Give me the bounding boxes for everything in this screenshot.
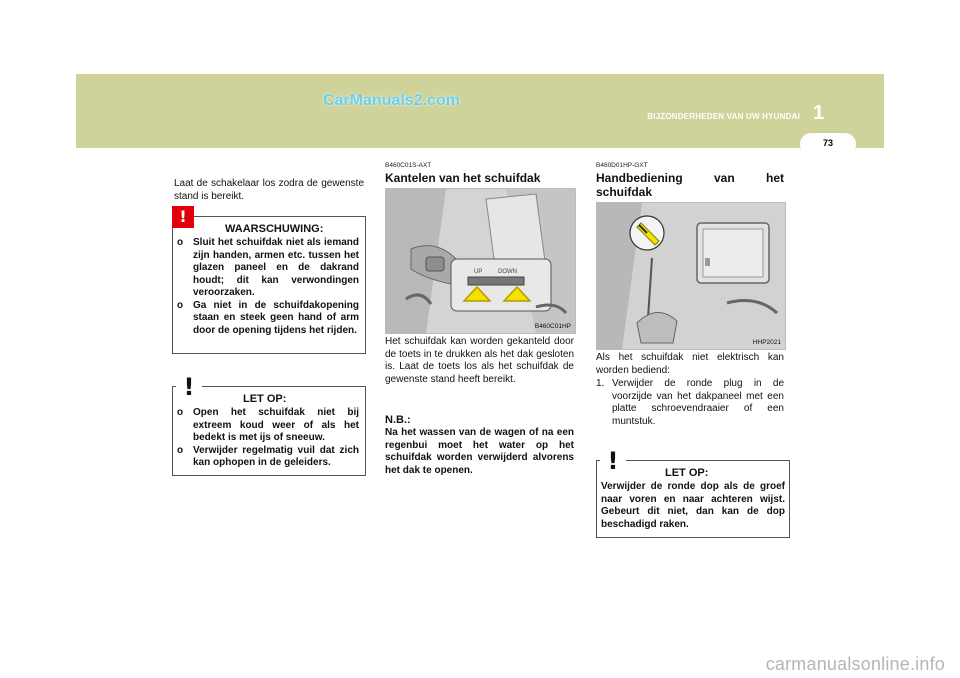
caution-title: LET OP:	[665, 467, 709, 479]
section-code: B460C01S-AXT	[385, 162, 432, 169]
tilt-section	[385, 162, 575, 185]
warning-box	[172, 207, 366, 354]
caution-box	[596, 447, 790, 538]
screwdriver-illustration	[597, 203, 785, 349]
warning-icon: !	[172, 206, 194, 228]
tilt-body-text: Het schuifdak kan worden gekanteld door de toets in te drukken als het dak gesloten is. Laat de toets los als het schuifdak de gewenste stand heeft bereikt.	[385, 336, 574, 385]
section-code: B460D01HP-GXT	[596, 162, 648, 169]
caution-box	[172, 373, 366, 476]
down-label: DOWN	[498, 269, 517, 275]
warning-item: o Ga niet in de schuifdakopening staan en steek geen hand of arm door de opening tijdens het rijden.	[177, 300, 359, 338]
figure-caption: HHP2021	[752, 339, 781, 346]
page-number: 73	[822, 138, 833, 148]
caution-item: o Verwijder regelmatig vuil dat zich kan ophopen in de geleiders.	[177, 445, 359, 470]
header-watermark[interactable]: CarManuals2.com	[323, 92, 460, 109]
step-item	[596, 378, 784, 428]
footer-watermark[interactable]: carmanualsonline.info	[765, 654, 945, 674]
section-heading: Handbediening van het schuifdak	[596, 171, 784, 199]
svg-text:!: !	[183, 373, 195, 399]
manual-body-text: Als het schuifdak niet elektrisch kan worden bediend:	[596, 352, 784, 376]
up-label: UP	[474, 269, 483, 275]
caution-item: o Open het schuifdak niet bij extreem koud weer of als het bedekt is met ijs of sneeuw.	[177, 407, 359, 445]
page-number-tab	[800, 133, 856, 155]
section-heading: Kantelen van het schuifdak	[385, 171, 541, 185]
nb-text: Na het wassen van de wagen of na een regenbui moet het water op het schuifdak worden verwijderd alvorens het dak te openen.	[385, 427, 574, 476]
figure-caption: B460C01HP	[534, 323, 571, 330]
svg-text:!: !	[607, 447, 619, 473]
caution-text: Verwijder de ronde dop als de groef naar voren en naar achteren wijst. Gebeurt dit niet, dan kan de dop beschadigd raken.	[601, 481, 785, 530]
warning-title: WAARSCHUWING:	[225, 223, 324, 235]
caution-icon	[600, 447, 626, 473]
caution-icon	[176, 373, 202, 399]
step-text: Verwijder de ronde plug in de voorzijde van het dakpaneel met een platte schroevendraaier of een muntstuk.	[612, 378, 784, 427]
manual-figure	[596, 202, 786, 350]
chapter-number: 1	[813, 102, 825, 124]
tilt-figure	[385, 188, 576, 334]
nb-title: N.B.:	[385, 414, 411, 426]
manual-section	[596, 162, 784, 199]
section-title: BIJZONDERHEDEN VAN UW HYUNDAI	[647, 112, 800, 121]
step-number: 1.	[596, 378, 605, 389]
sunroof-console-illustration	[386, 189, 575, 333]
intro-text: Laat de schakelaar los zodra de gewenste stand is bereikt.	[174, 178, 364, 202]
caution-title: LET OP:	[243, 393, 287, 405]
warning-item: o Sluit het schuifdak niet als iemand zijn handen, armen etc. tussen het glazen paneel en de dakrand houdt; dit kan verwondingen veroorzaken.	[177, 237, 359, 300]
header-banner	[76, 74, 884, 148]
